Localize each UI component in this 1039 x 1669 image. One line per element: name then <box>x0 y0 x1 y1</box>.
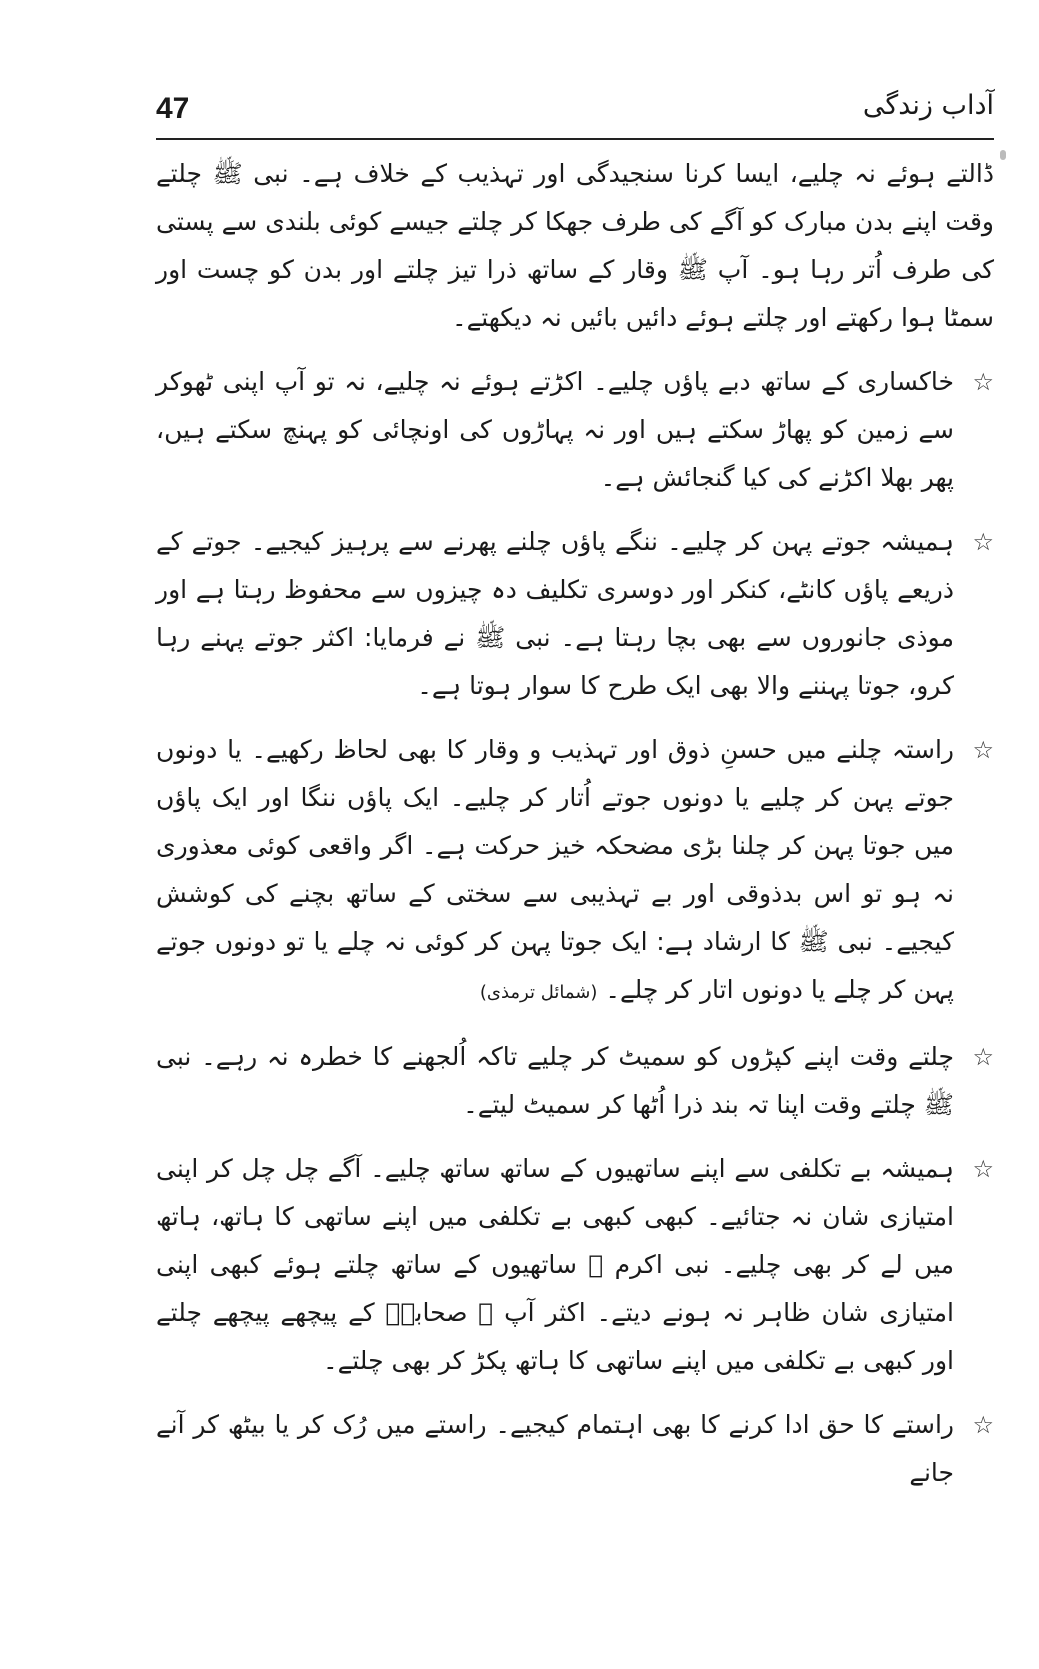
bullet-item <box>156 726 994 1017</box>
bullet-text: راستہ چلنے میں حسنِ ذوق اور تہذیب و وقار کا بھی لحاظ رکھیے۔ یا دونوں جوتے پہن کر چلیے یا دونوں جوتے اُتار کر چلیے۔ ایک پاؤں ننگا اور ایک پاؤں میں جوتا پہن کر چلنا بڑی مضحکہ خیز حرکت ہے۔ اگر واقعی کوئی معذوری نہ ہو تو اس بدذوقی اور بے تہذیبی سے سختی کے ساتھ بچنے کی کوشش کیجیے۔ نبی ﷺ کا ارشاد ہے: ایک جوتا پہن کر کوئی نہ چلے یا تو دونوں جوتے پہن کر چلے یا دونوں اتار کر چلے۔ <box>156 735 954 1004</box>
scan-speck <box>1000 150 1006 160</box>
running-title: آداب زندگی <box>862 90 994 121</box>
bullet-text: ہمیشہ بے تکلفی سے اپنے ساتھیوں کے ساتھ ساتھ چلیے۔ آگے چل چل کر اپنی امتیازی شان نہ جتائیے۔ کبھی کبھی بے تکلفی میں اپنے ساتھی کا ہاتھ، ہاتھ میں لے کر بھی چلیے۔ نبی اکرم ﷺ ساتھیوں کے ساتھ چلتے ہوئے کبھی اپنی امتیازی شان ظاہر نہ ہونے دیتے۔ اکثر آپ ﷺ صحابہؓ کے پیچھے پیچھے چلتے اور کبھی بے تکلفی میں اپنے ساتھی کا ہاتھ پکڑ کر بھی چلتے۔ <box>156 1154 954 1375</box>
star-outline-icon: ☆ <box>972 736 994 764</box>
bullet-item <box>156 518 994 710</box>
bullet-text: خاکساری کے ساتھ دبے پاؤں چلیے۔ اکڑتے ہوئے نہ چلیے، نہ تو آپ اپنی ٹھوکر سے زمین کو پھاڑ سکتے ہیں اور نہ پہاڑوں کی اونچائی کو پہنچ سکتے ہیں، پھر بھلا اکڑنے کی کیا گنجائش ہے۔ <box>156 367 954 492</box>
star-outline-icon: ☆ <box>972 1411 994 1439</box>
bullet-text: چلتے وقت اپنے کپڑوں کو سمیٹ کر چلیے تاکہ اُلجھنے کا خطرہ نہ رہے۔ نبی ﷺ چلتے وقت اپنا تہ بند ذرا اُٹھا کر سمیٹ لیتے۔ <box>156 1042 954 1119</box>
bullet-item <box>156 358 994 502</box>
star-outline-icon: ☆ <box>972 1043 994 1071</box>
star-outline-icon: ☆ <box>972 368 994 396</box>
page-header <box>156 88 994 140</box>
page-number: 47 <box>156 92 190 125</box>
star-outline-icon: ☆ <box>972 1155 994 1183</box>
continued-paragraph: ڈالتے ہوئے نہ چلیے، ایسا کرنا سنجیدگی اور تہذیب کے خلاف ہے۔ نبی ﷺ چلتے وقت اپنے بدن مبارک کو آگے کی طرف جھکا کر چلتے جیسے کوئی بلندی سے پستی کی طرف اُتر رہا ہو۔ آپ ﷺ وقار کے ساتھ ذرا تیز چلتے اور بدن کو چست اور سمٹا ہوا رکھتے اور چلتے ہوئے دائیں بائیں نہ دیکھتے۔ <box>156 159 994 332</box>
bullet-item <box>156 1033 994 1129</box>
page-body <box>156 150 994 1513</box>
bullet-item <box>156 1401 994 1497</box>
citation: (شمائل ترمذی) <box>479 982 598 1003</box>
bullet-text: ہمیشہ جوتے پہن کر چلیے۔ ننگے پاؤں چلنے پھرنے سے پرہیز کیجیے۔ جوتے کے ذریعے پاؤں کانٹے، کنکر اور دوسری تکلیف دہ چیزوں سے محفوظ رہتا ہے اور موذی جانوروں سے بھی بچا رہتا ہے۔ نبی ﷺ نے فرمایا: اکثر جوتے پہنے رہا کرو، جوتا پہننے والا بھی ایک طرح کا سوار ہوتا ہے۔ <box>156 527 954 700</box>
star-outline-icon: ☆ <box>972 528 994 556</box>
bullet-text: راستے کا حق ادا کرنے کا بھی اہتمام کیجیے۔ راستے میں رُک کر یا بیٹھ کر آنے جانے <box>156 1410 954 1487</box>
bullet-item <box>156 1145 994 1385</box>
